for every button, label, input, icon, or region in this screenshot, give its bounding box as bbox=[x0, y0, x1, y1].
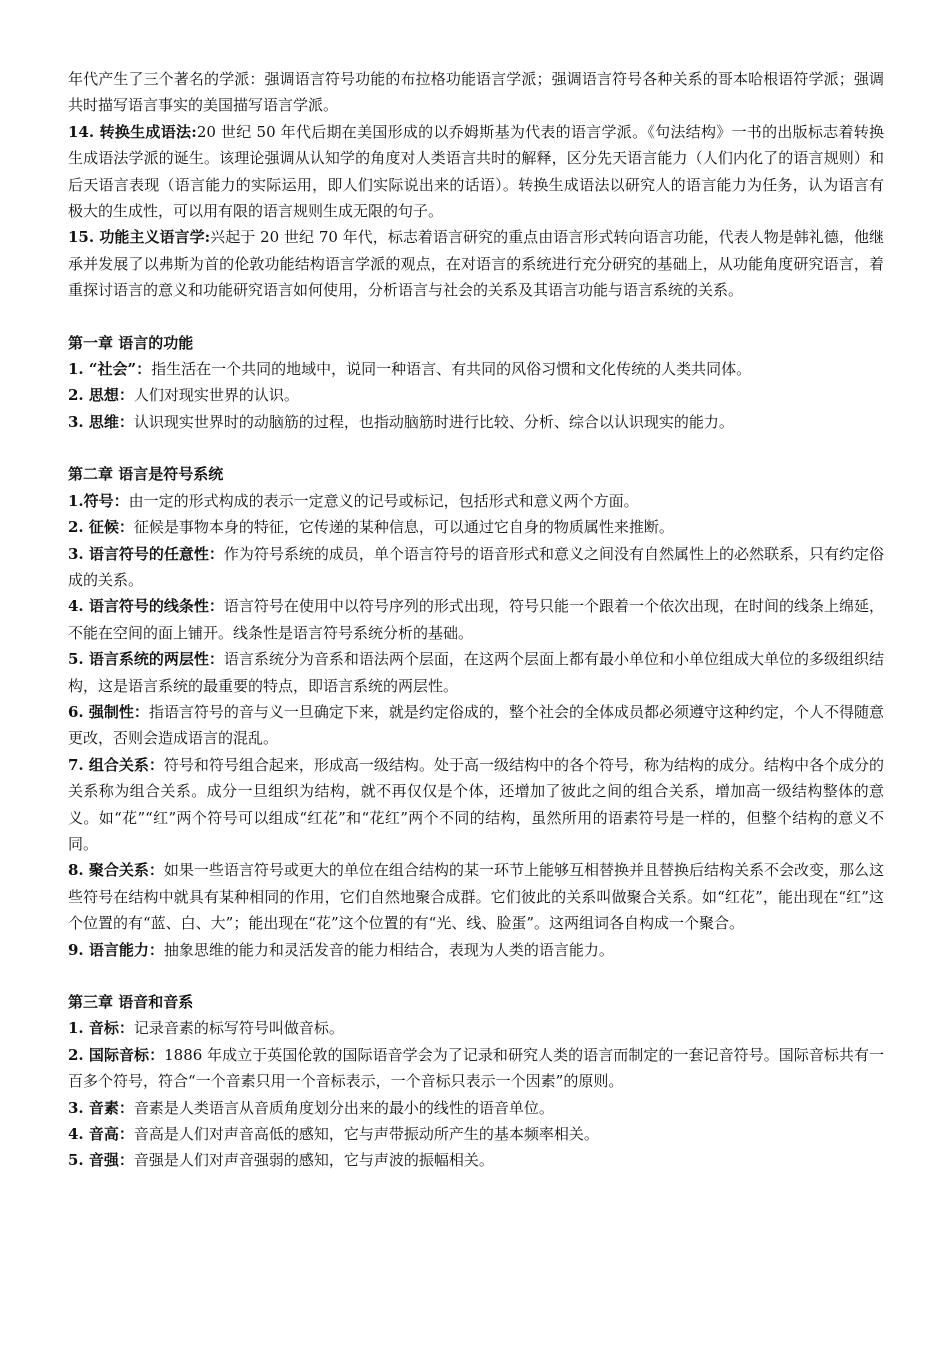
definition-item bbox=[68, 857, 884, 936]
definition-item bbox=[68, 356, 884, 382]
definition-item bbox=[68, 699, 884, 752]
definition-text: 20 世纪 50 年代后期在美国形成的以乔姆斯基为代表的语言学派。《句法结构》一书的出版标志着转换生成语法学派的诞生。该理论强调从认知学的角度对人类语言共时的解释，区分先天语言能力（人们内化了的语言规则）和后天语言表现（语言能力的实际运用，即人们实际说出来的话语）。转换生成语法以研究人的语言能力为任务，认为语言有极大的生成性，可以用有限的语言规则生成无限的句子。 bbox=[68, 122, 885, 221]
definition-item bbox=[68, 1147, 884, 1173]
definition-item bbox=[68, 409, 884, 435]
definition-text: 指语言符号的音与义一旦确定下来，就是约定俗成的，整个社会的全体成员都必须遵守这种约定，个人不得随意更改，否则会造成语言的混乱。 bbox=[68, 702, 884, 748]
term-label: 8. 聚合关系： bbox=[68, 861, 164, 880]
chapter-heading: 第一章 语言的功能 bbox=[68, 333, 194, 352]
term-label: 5. 音强： bbox=[68, 1151, 134, 1170]
definition-text: 音高是人们对声音高低的感知，它与声带振动所产生的基本频率相关。 bbox=[133, 1125, 599, 1144]
term-label: 1. 音标： bbox=[68, 1019, 134, 1038]
term-label: 15. 功能主义语言学: bbox=[68, 228, 211, 247]
spacer bbox=[68, 963, 884, 989]
definition-text: 符号和符号组合起来，形成高一级结构。处于高一级结构中的各个符号，称为结构的成分。结构中各个成分的关系称为组合关系。成分一旦组织为结构，就不再仅仅是个体，还增加了彼此之间的组合关系，增加高一级结构整体的意义。如“花”“红”两个符号可以组成“红花”和“花红”两个不同的结构，虽然所用的语素符号是一样的，但整个结构的意义不同。 bbox=[68, 755, 884, 853]
definition-text: 抽象思维的能力和灵活发音的能力相结合，表现为人类的语言能力。 bbox=[163, 940, 614, 959]
term-label: 2. 征候： bbox=[68, 518, 134, 537]
definition-item bbox=[68, 937, 884, 963]
definition-text: 语言系统分为音系和语法两个层面，在这两个层面上都有最小单位和小单位组成大单位的多级组织结构，这是语言系统的最重要的特点，即语言系统的两层性。 bbox=[68, 650, 884, 695]
term-label: 1.符号： bbox=[68, 491, 129, 510]
definition-text: 如果一些语言符号或更大的单位在组合结构的某一环节上能够互相替换并且替换后结构关系不会改变，那么这些符号在结构中就具有某种相同的作用，它们自然地聚合成群。它们彼此的关系叫做聚合关系。如“红花”，能出现在“红”这个位置的有“蓝、白、大”；能出现在“花”这个位置的有“光、线、脸蛋”。这两组词各自构成一个聚合。 bbox=[68, 861, 884, 933]
definition-text: 征候是事物本身的特征，它传递的某种信息，可以通过它自身的物质属性来推断。 bbox=[133, 518, 674, 537]
definition-item bbox=[68, 1042, 884, 1095]
term-label: 9. 语言能力： bbox=[68, 940, 164, 959]
definition-text: 兴起于 20 世纪 70 年代，标志着语言研究的重点由语言形式转向语言功能，代表人物是韩礼德，他继承并发展了以弗斯为首的伦敦功能结构语言学派的观点，在对语言的系统进行充分研究的基础上，从功能角度研究语言，着重探讨语言的意义和功能研究语言如何使用，分析语言与社会的关系及其语言功能与语言系统的关系。 bbox=[68, 228, 884, 300]
term-label: 3. 思维： bbox=[68, 412, 134, 431]
definition-text: 记录音素的标写符号叫做音标。 bbox=[133, 1019, 344, 1038]
term-label: 4. 音高： bbox=[68, 1125, 134, 1144]
chapter-heading: 第二章 语言是符号系统 bbox=[68, 465, 224, 484]
definition-item bbox=[68, 514, 884, 540]
paragraph-continuation bbox=[68, 66, 884, 119]
chapter-heading: 第三章 语音和音系 bbox=[68, 993, 194, 1011]
definition-item bbox=[68, 382, 884, 408]
definition-text: 指生活在一个共同的地域中，说同一种语言、有共同的风俗习惯和文化传统的人类共同体。 bbox=[151, 360, 752, 379]
definition-item bbox=[68, 541, 884, 594]
definition-text: 音强是人们对声音强弱的感知，它与声波的振幅相关。 bbox=[133, 1151, 494, 1170]
spacer bbox=[68, 435, 884, 461]
definition-item bbox=[68, 1121, 884, 1147]
term-label: 2. 思想： bbox=[68, 386, 134, 405]
term-label: 7. 组合关系： bbox=[68, 755, 164, 774]
definition-item bbox=[68, 646, 884, 699]
definition-text: 作为符号系统的成员，单个语言符号的语音形式和意义之间没有自然属性上的必然联系，只有约定俗成的关系。 bbox=[68, 544, 884, 589]
definition-text: 音素是人类语言从音质角度划分出来的最小的线性的语音单位。 bbox=[133, 1098, 554, 1117]
definition-item bbox=[68, 488, 884, 514]
term-label: 3. 音素： bbox=[68, 1098, 134, 1117]
definition-item bbox=[68, 593, 884, 646]
definition-item bbox=[68, 224, 884, 303]
term-label: 5. 语言系统的两层性： bbox=[68, 650, 224, 669]
definition-text: 人们对现实世界的认识。 bbox=[133, 386, 299, 405]
definition-item bbox=[68, 1015, 884, 1041]
spacer bbox=[68, 304, 884, 330]
term-label: 4. 语言符号的线条性： bbox=[68, 597, 224, 616]
definition-text: 语言符号在使用中以符号序列的形式出现，符号只能一个跟着一个依次出现，在时间的线条上绵延，不能在空间的面上铺开。线条性是语言符号系统分析的基础。 bbox=[68, 597, 884, 642]
term-label: 2. 国际音标： bbox=[68, 1045, 165, 1064]
term-label: 3. 语言符号的任意性： bbox=[68, 544, 224, 563]
paragraph-text: 年代产生了三个著名的学派：强调语言符号功能的布拉格功能语言学派；强调语言符号各种关系的哥本哈根语符学派；强调共时描写语言事实的美国描写语言学派。 bbox=[68, 70, 884, 115]
definition-text: 1886 年成立于英国伦敦的国际语音学会为了记录和研究人类的语言而制定的一套记音符号。国际音标共有一百多个符号，符合“一个音素只用一个音标表示，一个音标只表示一个因素”的原则。 bbox=[68, 1045, 884, 1091]
definition-item bbox=[68, 119, 884, 225]
term-label: 6. 强制性： bbox=[68, 702, 149, 721]
definition-item bbox=[68, 1095, 884, 1121]
term-label: 1. “社会”： bbox=[68, 360, 152, 379]
definition-item bbox=[68, 752, 884, 858]
term-label: 14. 转换生成语法: bbox=[68, 122, 197, 141]
definition-text: 由一定的形式构成的表示一定意义的记号或标记，包括形式和意义两个方面。 bbox=[128, 491, 639, 510]
definition-text: 认识现实世界时的动脑筋的过程，也指动脑筋时进行比较、分析、综合以认识现实的能力。 bbox=[133, 412, 734, 431]
